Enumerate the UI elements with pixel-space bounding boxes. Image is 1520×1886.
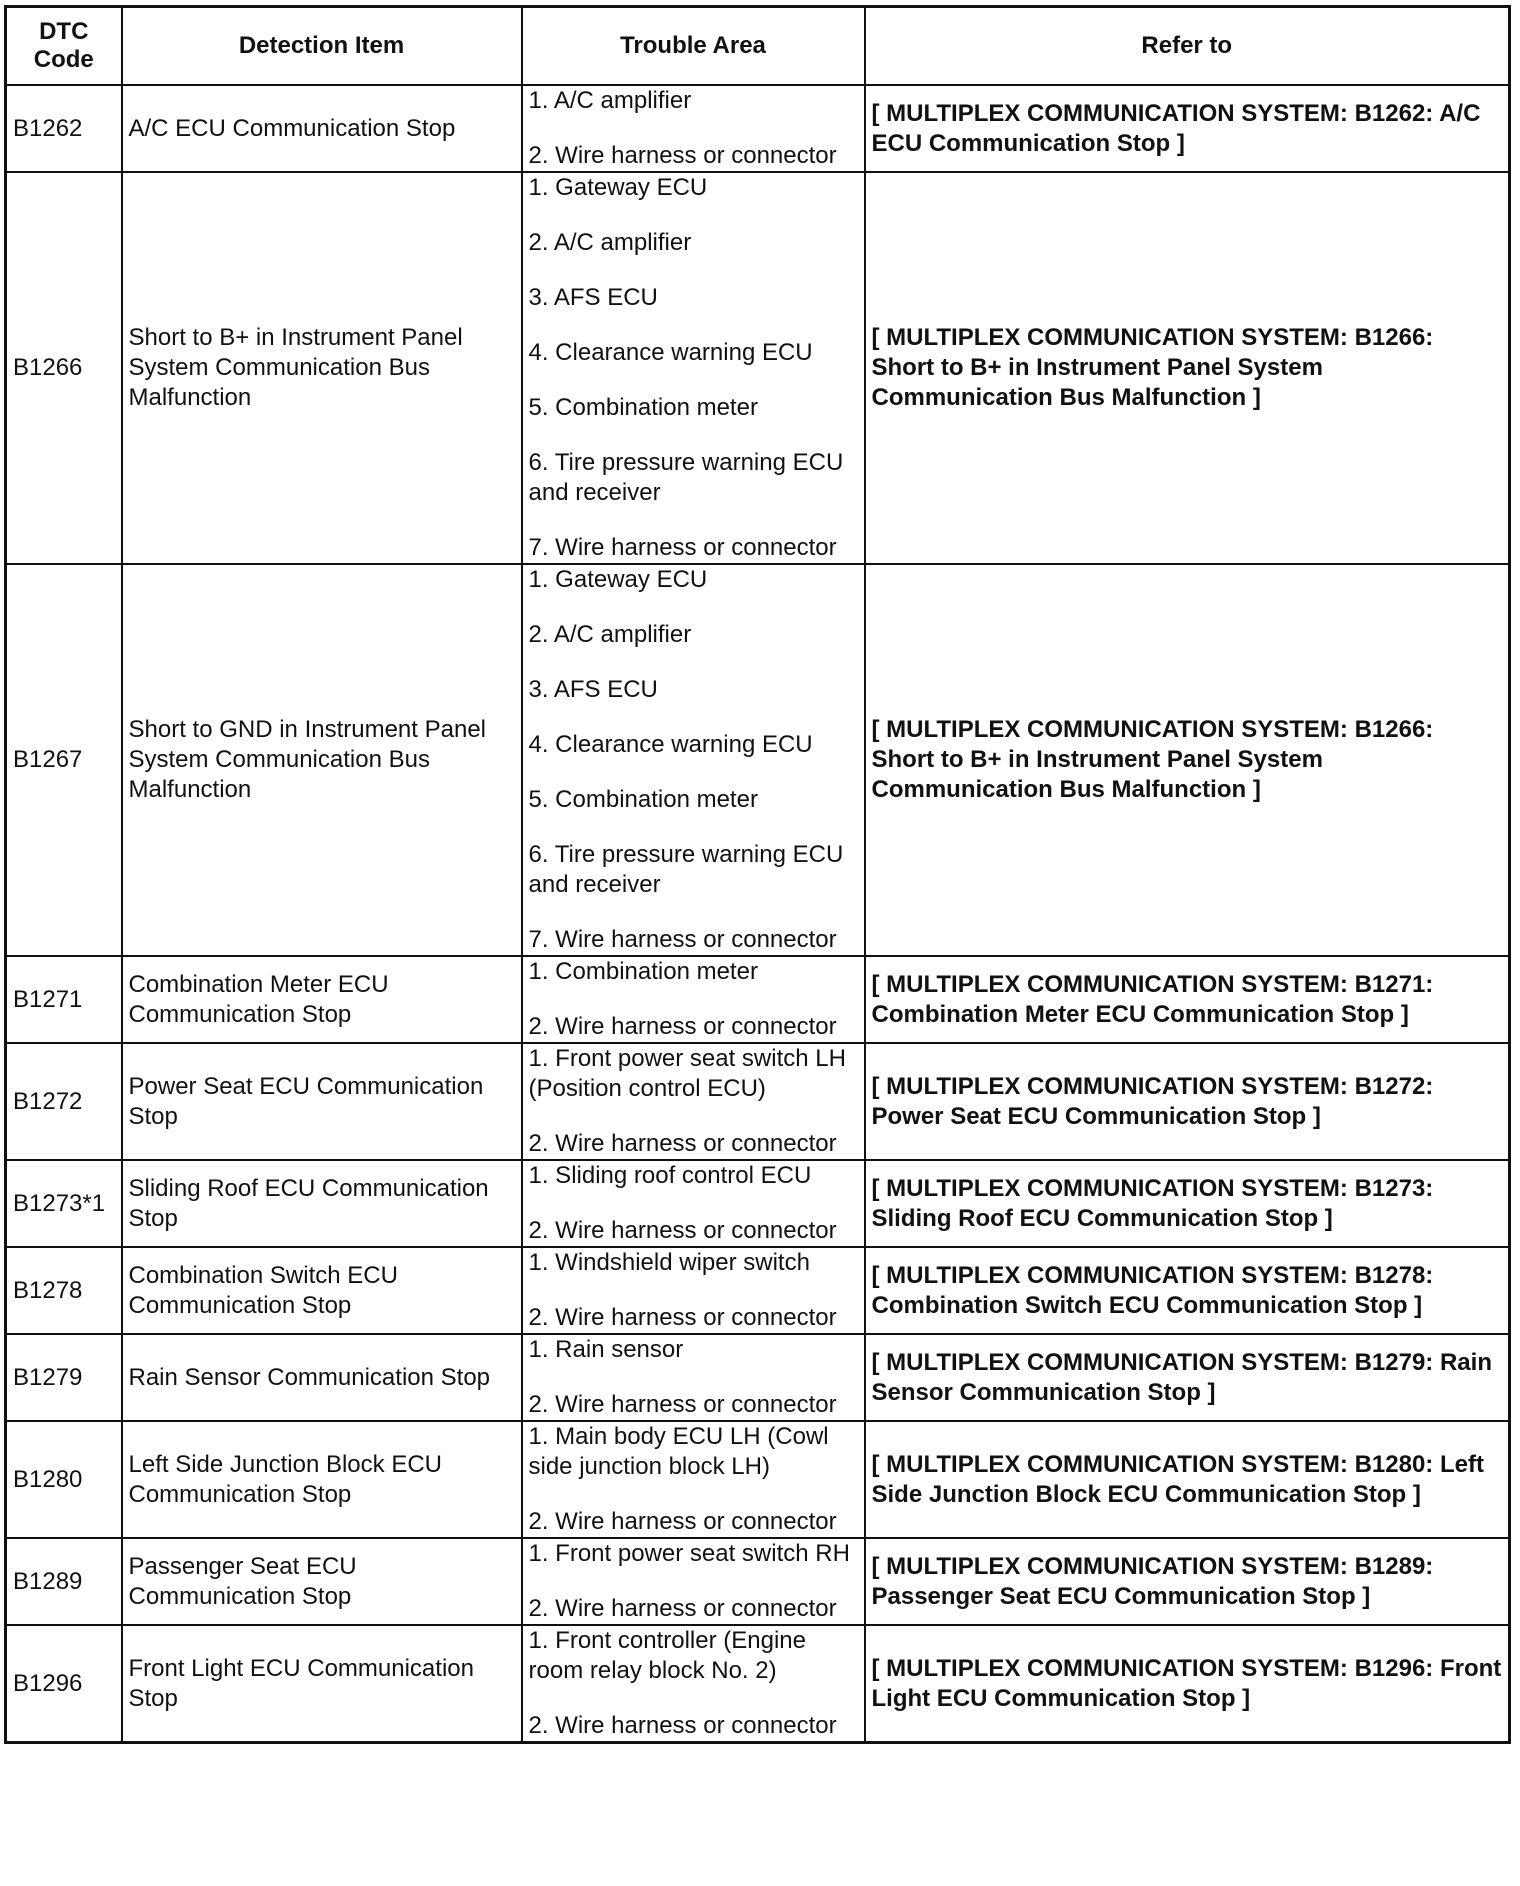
refer-to-link[interactable]: [ MULTIPLEX COMMUNICATION SYSTEM: B1266: Short to B+ in Instrument Panel System Communication Bus Malfunction ] [865, 564, 1510, 956]
trouble-area-item: 2. Wire harness or connector [528, 1217, 837, 1244]
trouble-area-item: 4. Clearance warning ECU [528, 731, 813, 758]
table-row [6, 1538, 1510, 1625]
trouble-area-cell [522, 85, 865, 172]
trouble-area-item: 1. Windshield wiper switch [528, 1249, 810, 1276]
detection-item-cell: Combination Switch ECU Communication Stop [122, 1247, 522, 1334]
table-row [6, 85, 1510, 172]
trouble-area-item: 2. Wire harness or connector [528, 1013, 837, 1040]
dtc-code-cell: B1266 [6, 172, 122, 564]
trouble-area-item: 1. A/C amplifier [528, 87, 692, 114]
trouble-area-cell [522, 172, 865, 564]
table-row [6, 1421, 1510, 1538]
header-trouble-area: Trouble Area [522, 7, 865, 86]
trouble-area-item: 2. Wire harness or connector [528, 1304, 837, 1331]
refer-to-link[interactable]: [ MULTIPLEX COMMUNICATION SYSTEM: B1273: Sliding Roof ECU Communication Stop ] [865, 1160, 1510, 1247]
trouble-area-item: 1. Front power seat switch LH (Position control ECU) [528, 1045, 846, 1102]
refer-to-link[interactable]: [ MULTIPLEX COMMUNICATION SYSTEM: B1266: Short to B+ in Instrument Panel System Communication Bus Malfunction ] [865, 172, 1510, 564]
trouble-area-cell [522, 956, 865, 1043]
trouble-area-item: 2. Wire harness or connector [528, 1595, 837, 1622]
trouble-area-item: 7. Wire harness or connector [528, 926, 837, 953]
trouble-area-item: 2. Wire harness or connector [528, 1712, 837, 1739]
trouble-area-cell [522, 1625, 865, 1743]
trouble-area-item: 1. Gateway ECU [528, 174, 708, 201]
trouble-area-item: 2. Wire harness or connector [528, 1508, 837, 1535]
header-refer-to: Refer to [865, 7, 1510, 86]
table-row [6, 956, 1510, 1043]
detection-item-cell: Passenger Seat ECU Communication Stop [122, 1538, 522, 1625]
trouble-area-cell [522, 1421, 865, 1538]
dtc-code-cell: B1296 [6, 1625, 122, 1743]
refer-to-link[interactable]: [ MULTIPLEX COMMUNICATION SYSTEM: B1262: A/C ECU Communication Stop ] [865, 85, 1510, 172]
table-header [6, 7, 1510, 86]
trouble-area-item: 5. Combination meter [528, 786, 758, 813]
dtc-code-cell: B1280 [6, 1421, 122, 1538]
trouble-area-item: 2. A/C amplifier [528, 229, 692, 256]
trouble-area-item: 7. Wire harness or connector [528, 534, 837, 561]
dtc-table [4, 5, 1511, 1744]
detection-item-cell: Sliding Roof ECU Communication Stop [122, 1160, 522, 1247]
trouble-area-cell [522, 564, 865, 956]
trouble-area-cell [522, 1334, 865, 1421]
trouble-area-item: 4. Clearance warning ECU [528, 339, 813, 366]
trouble-area-item: 2. Wire harness or connector [528, 142, 837, 169]
refer-to-link[interactable]: [ MULTIPLEX COMMUNICATION SYSTEM: B1272: Power Seat ECU Communication Stop ] [865, 1043, 1510, 1160]
trouble-area-item: 1. Combination meter [528, 958, 758, 985]
detection-item-cell: Rain Sensor Communication Stop [122, 1334, 522, 1421]
detection-item-cell: Combination Meter ECU Communication Stop [122, 956, 522, 1043]
table-row [6, 172, 1510, 564]
dtc-code-cell: B1289 [6, 1538, 122, 1625]
table-body [6, 85, 1510, 1743]
trouble-area-cell [522, 1538, 865, 1625]
detection-item-cell: Left Side Junction Block ECU Communication Stop [122, 1421, 522, 1538]
detection-item-cell: Short to B+ in Instrument Panel System Communication Bus Malfunction [122, 172, 522, 564]
trouble-area-item: 1. Gateway ECU [528, 566, 708, 593]
header-dtc-code [6, 7, 122, 86]
trouble-area-item: 3. AFS ECU [528, 284, 658, 311]
dtc-code-cell: B1262 [6, 85, 122, 172]
dtc-code-cell: B1279 [6, 1334, 122, 1421]
trouble-area-cell [522, 1160, 865, 1247]
detection-item-cell: Power Seat ECU Communication Stop [122, 1043, 522, 1160]
detection-item-cell: Short to GND in Instrument Panel System Communication Bus Malfunction [122, 564, 522, 956]
table-row [6, 1334, 1510, 1421]
trouble-area-item: 3. AFS ECU [528, 676, 658, 703]
table-row [6, 1160, 1510, 1247]
trouble-area-item: 1. Front power seat switch RH [528, 1540, 850, 1567]
refer-to-link[interactable]: [ MULTIPLEX COMMUNICATION SYSTEM: B1279: Rain Sensor Communication Stop ] [865, 1334, 1510, 1421]
refer-to-link[interactable]: [ MULTIPLEX COMMUNICATION SYSTEM: B1271: Combination Meter ECU Communication Stop ] [865, 956, 1510, 1043]
trouble-area-item: 1. Main body ECU LH (Cowl side junction block LH) [528, 1423, 829, 1480]
header-dtc-code-line2: Code [33, 46, 94, 73]
trouble-area-item: 1. Sliding roof control ECU [528, 1162, 812, 1189]
dtc-code-cell: B1267 [6, 564, 122, 956]
trouble-area-item: 6. Tire pressure warning ECU and receiver [528, 449, 844, 506]
header-dtc-code-line1: DTC [39, 18, 89, 45]
refer-to-link[interactable]: [ MULTIPLEX COMMUNICATION SYSTEM: B1280: Left Side Junction Block ECU Communication Stop ] [865, 1421, 1510, 1538]
table-row [6, 564, 1510, 956]
refer-to-link[interactable]: [ MULTIPLEX COMMUNICATION SYSTEM: B1278: Combination Switch ECU Communication Stop ] [865, 1247, 1510, 1334]
header-detection-item: Detection Item [122, 7, 522, 86]
dtc-code-cell: B1273*1 [6, 1160, 122, 1247]
dtc-code-cell: B1278 [6, 1247, 122, 1334]
trouble-area-item: 2. Wire harness or connector [528, 1391, 837, 1418]
trouble-area-item: 2. A/C amplifier [528, 621, 692, 648]
dtc-table-sheet [4, 5, 1508, 1744]
detection-item-cell: A/C ECU Communication Stop [122, 85, 522, 172]
trouble-area-cell [522, 1247, 865, 1334]
table-row [6, 1625, 1510, 1743]
trouble-area-item: 2. Wire harness or connector [528, 1130, 837, 1157]
table-row [6, 1043, 1510, 1160]
trouble-area-item: 6. Tire pressure warning ECU and receiver [528, 841, 844, 898]
header-row [6, 7, 1510, 86]
dtc-code-cell: B1271 [6, 956, 122, 1043]
trouble-area-item: 5. Combination meter [528, 394, 758, 421]
trouble-area-item: 1. Front controller (Engine room relay block No. 2) [528, 1627, 806, 1684]
dtc-code-cell: B1272 [6, 1043, 122, 1160]
trouble-area-item: 1. Rain sensor [528, 1336, 684, 1363]
refer-to-link[interactable]: [ MULTIPLEX COMMUNICATION SYSTEM: B1296: Front Light ECU Communication Stop ] [865, 1625, 1510, 1743]
table-row [6, 1247, 1510, 1334]
refer-to-link[interactable]: [ MULTIPLEX COMMUNICATION SYSTEM: B1289: Passenger Seat ECU Communication Stop ] [865, 1538, 1510, 1625]
trouble-area-cell [522, 1043, 865, 1160]
detection-item-cell: Front Light ECU Communication Stop [122, 1625, 522, 1743]
